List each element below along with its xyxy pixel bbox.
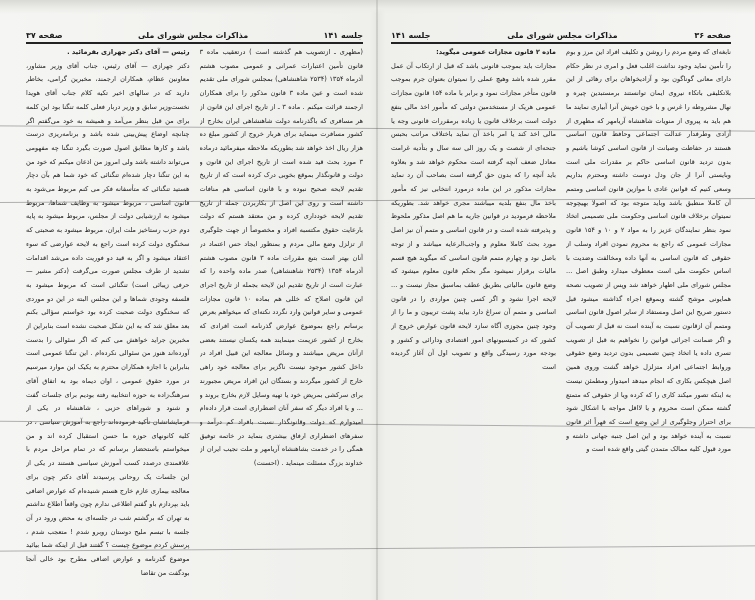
header-rule <box>391 42 731 44</box>
left-page-number: صفحه ۳۷ <box>26 31 63 40</box>
column-text: دکتر جهرازی — آقای رئیس، جناب آقای وزیر مشاور، معاونین عظام، همکاران ارجمند، مخبرین گرامی، بخاطر دارید که در سالهای اخیر تکیه کلام جناب آقای هویدا نخست‌وزیر سابق و وزیر دربار فعلی کلمه تنگنا بود این کلمه برای من قبل بنظر می‌آمد و همیشه به خود می‌گفتم اگر چنانچه اوضاع پیش‌بینی شده باشد و برنامه‌ریزی درست باشد و کارها مطابق اصول صورت بگیرد تنگنا چه مفهومی می‌تواند داشته باشد ولی امروز من اذعان میکنم که خود من به این تنگنا دچار شده‌ام تنگنائی که خود شما هم بآن دچار هستید تنگنائی که متأسفانه فکر می کنم مربوط می‌شود به قانون اساسی ، مربوط میشود به وظایف شماها، مربوط میشود به ارزشیابی دولت از مجلس، مربوط میشود به پایه دوم حزب رستاخیز ملت ایران، مربوط میشود به صحبتی که سخنگوی دولت کرده است راجع به لایحه عوارضی که سوء اعتقاد میشود و اگر به قید دو فوریت داده می‌شد اقدامات تشدید از طرف مجلس صورت می‌گرفت (دکتر مشیر — حرفی زیبائی است) تنگنائی است که مربوط میشود به فلسفه وجودی شماها و این مجلس البته در این دو موردی که سخنگوی دولت صحبت کرده بود خواستم سؤالی بکنم بعد معلق شد که به این شکل صحبت نشده است بنابراین از مخبرین جراید خواهش می کنم که اگر سئوالی را بدست آورده‌اند هنوز من سئوالی نکرده‌ام . این تنگنا عمومی است بنابراین با اجازه همکاران محترم به یکیک این موارد میرسیم در مورد حقوق عمومی ، اوان دیماه بود به اتفاق آقای سرهنگ‌زاده به حوزه انتخابیه رفته بودیم برای جلسات گفت و شنود و شوراهای حزبی ، شاهنشاه در یکی از فرمایشاتشان تأکید فرموده‌اند راجع به آموزش سیاسی ، در کلیه کانونهای حوزه ما حسن استقبال کرده اند و من میخواستم باستحضار برسانم که در تمام مراحل مردم با علاقمندی درصدد کسب آموزش سیاسی هستند در یکی از این جلسات یک روحانی پرسیدند آقای دکتر چون برای معالجه بیماری عازم خارج هستم شنیده‌ام که عوارض اضافی باید بپردازم باو گفتم اطلاعی ندارم چون واقعاً اطلاع نداشتم به تهران که برگشتم شب در جلسه‌ای به محض ورود در آن جلسه با تبسم ملیح دوستان روبرو شدم ! متعجب شدم ، پرسش کردم موضوع چیست ؟ گفتند قبل از اینکه شما بیائید موضوع گذرنامه و عوارض اضافی مطرح بود خالی آنجا بودگفت من تقاضا <box>26 61 190 577</box>
column-text: (مظهری ـ ازتصویب هم گذشته است ) درتعقیب ماده ۳ قانون تأمین اعتبارات عمرانی و عمومی مصوب هشتم آذرماه ۱۳۵۴ (۲۵۳۴ شاهنشاهی) بمجلس شورای ملی تقدیم شده است و عین ماده ۳ قانون مذکور را برای همکاران ارجمند قرائت میکنم . ماده ۳ ـ از تاریخ اجرای این قانون از هر مسافری که باگذرنامه دولت شاهنشاهی ایران بخارج از کشور مسافرت مینماید برای هربار خروج از کشور مبلغ ده هزار ریال اخذ خواهد شد بطوریکه ملاحظه میفرمائید درماده ۳ مورد بحث قید شده است از تاریخ اجرای این قانون و دولت و قانونگذار بموقع بخوبی درک کرده است که از تاریخ تقدیم لایحه صحیح نبوده و با قانون اساسی هم منافات داشته است و روی این اصل از بکاربردن جمله از تاریخ تقدیم لایحه خودداری کرده و من معتقد هستم که دولت بارعایت حقوق مکتسبه افراد و مخصوصاً از جهت جلوگیری از تزلزل وضع مالی مردم و بمنظور ایجاد حس اعتماد در آنان بهتر است بتبع مقررات ماده ۳ قانون مصوب هشتم آذرماه ۱۳۵۴ (۲۵۳۴ شاهنشاهی) صدر ماده واحده را که عبارت است از تاریخ تقدیم این لایحه بجمله از تاریخ اجرای این قانون اصلاح که خللی هم بماده ۱۰ قانون مجازات عمومی و سایر قوانین وارد نگردد نکته‌ای که میخواهم بعرض برسانم راجع بموضوع عوارض گذرنامه است افرادی که بخارج از کشور عزیمت مینمایند همه یکسان نیستند بعضی ازآنان مریض میباشند و وسائل معالجه این قبیل افراد در داخل کشور موجود نیست ناگزیر برای معالجه خود راهی خارج از کشور میگردند و بستگان این افراد مریض مجبورند برای سرکشی بمریض خود یا تهیه وسایل لازم بخارج بروند و ... و یا افراد دیگر که سفر آنان اضطراری است قرار داده‌ام امیدوارم که دولت وقانونگذار نسبت بافراد کم درآمد و سفرهای اضطراری ارفاق بیشتری بنماید در خاتمه توفیق همگی را در خدمت بشاهنشاه آریامهر و ملت نجیب ایران از خداوند بزرگ مسئلت مینماید . (احسنت) <box>199 48 363 468</box>
article-heading: ماده ۲ قانون مجازات عمومی میگوید: <box>436 48 556 56</box>
right-page-column-right <box>566 46 731 580</box>
left-page-header <box>26 24 363 40</box>
speaker-line: رئیس — آقای دکتر جهرازی بفرمائید . <box>67 48 190 56</box>
right-page-number: صفحه ۳۶ <box>694 31 731 40</box>
right-page-column-left <box>391 46 556 580</box>
header-rule <box>26 42 363 44</box>
right-page-columns <box>391 46 731 580</box>
right-page <box>377 0 755 600</box>
right-running-title: مذاکرات مجلس شورای ملی <box>507 31 618 40</box>
right-page-header <box>391 24 731 40</box>
column-text: مجازات باید بموجب قانونی باشد که قبل از ارتکاب آن عمل مقرر شده باشد وهیچ عملی را نمیتوان بعنوان جرم بموجب قانون متأخر مجازات نمود و برابر با ماده ۱۵۴ قانون مجازات عمومی هریک از مستخدمین دولتی که مأمور اخذ مالی بنفع دولت است برخلاف قانون یا زیاده برمقررات قانونی وجه یا مالی اخذ کند یا امر باخذ آن نماید باختلاف مراتب بحبس جنحه‌ای از شصت و یک روز الی سه سال و بتأدیه غرامت معادل ضعف آنچه گرفته است محکوم خواهد شد و بعلاوه باید آنچه را که بدون حق گرفته است بصاحب آن رد نماید مجازات مذکور در این ماده درمورد انتخابی نیز که مأمور باخذ مال بنفع بلدیه میباشند مجری خواهد شد. بطوریکه ملاحظه فرمودید در قوانین جاریه ما هم اصل مذکور ملحوظ و پذیرفته شده است و در قانون اساسی و متمم آن نیز اصل مورد بحث کاملا معلوم و واجب‌الرعایه میباشد و از توجه باصل نود و چهارم متمم قانون اساسی که میگوید هیچ قسم مالیات برقرار نمیشود مگر بحکم قانون معلوم میشود که وضع قانون مالیاتی بطریق عطف بماسبق مجاز نیست و ... لایحه اجرا نشود و اگر کسی چنین مواردی را در قانون اساسی و متمم آن سراغ دارد بیاید پشت تریبون و ما را از وجود چنین مجوزی آگاه سازد لایحه قانون عوارض خروج از کشور که در کمیسیونهای امور اقتصادی ودارائی و کشور و بودجه مورد رسیدگی واقع و تصویب اول آن آغاز گردیده است <box>391 61 556 372</box>
right-session-label: جلسه ۱۴۱ <box>391 31 431 40</box>
left-page <box>0 0 377 600</box>
left-running-title: مذاکرات مجلس شورای ملی <box>137 31 249 40</box>
left-session-label: جلسه ۱۴۱ <box>323 31 363 40</box>
column-text: نابغه‌ای که وضع مردم را روشن و تکلیف افراد این مرز و بوم را تأمین نماید وجود نداشت اغلب فعل و امری در نظر حکام دارای معانی گوناگون بود و آزادیخواهان برای رهائی از این بلاتکلیفی باتکاء نیروی ایمان توانستند برمستبدین چیره و نهال مشروطه را غرس و با خون خویش آنرا آبیاری نمایند ما هم باید به پیروی از منویات شاهنشاه آریامهر که مظهری از آزادی وطرفدار عدالت اجتماعی وحافظ قانون اساسی هستند در حفاظت وصیانت از قانون اساسی کوشا باشیم و بدون تردید قانون اساسی حاکم بر مقدرات ملی است وبایستی آنرا از جان ودل دوست داشته ومحترم بداریم وسعی کنیم که قوانین عادی با موازین قانون اساسی ومتمم آن کاملا منطبق باشد وباید متوجه بود که اصولا بهیچوجه نمیتوان برخلاف قانون اساسی وحکومت ملی تصمیمی اتخاذ نمود بنظر نمایندگان عزیز را به مواد ۲ و ۱۰ و ۱۵۴ قانون مجازات عمومی که راجع به محروم نمودن افراد وسلب از حقوقی که قانون اساسی به آنها داده ومخالفت وضدیت با اساس حکومت ملی است معطوف میدارد وطبق اصل ... مجلس شورای ملی اظهار خواهد شد وپس از تصویب نصحه همایونی موشح گشته وبموقع اجراء گذاشته میشود قبل دستور صریح این اصل ومستفاد از سایر اصول قانون اساسی ومتمم آن ازقانون نسبت به آینده است نه قبل از تصویب آن و اگر ضمانت اجرائی قوانین را نخواهیم به قبل از تصویب تسری داده یا اتخاذ چنین تصمیمی بدون تردید وضع حقوقی وروابط اجتماعی افراد متزلزل خواهد گشت وروی همین اصل هیچکس بکاری که انجام میدهد امیدوار ومطمئن نیست به اینکه تصور میکند کاری را که کرده ویا از حقوقی که متمتع گشته ممکن است محروم و یا لااقل مواجه با اشکال شود برای احتراز وجلوگیری از این وضع است که قهراً اثر قانون نسبت به آینده خواهد بود و این اصل جنبه جهانی داشته و مورد قبول کلیه ممالک متمدن گیتی واقع شده است و <box>566 48 731 454</box>
